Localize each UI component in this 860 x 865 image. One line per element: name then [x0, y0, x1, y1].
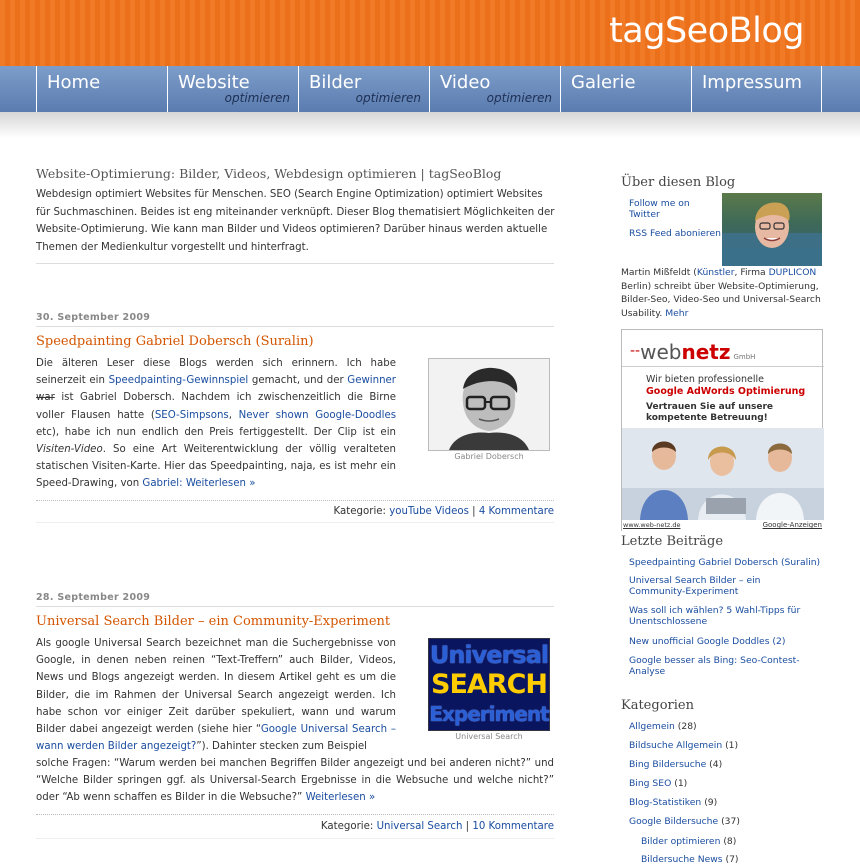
post-divider	[36, 838, 554, 839]
nav-shadow	[0, 112, 860, 138]
nav-home[interactable]	[36, 66, 167, 112]
recent-heading: Letzte Beiträge	[621, 534, 724, 549]
recent-post-link[interactable]: Universal Search Bilder – ein Community-Experiment	[629, 575, 761, 597]
post-thumbnail[interactable]	[428, 358, 550, 451]
intro-text: Webdesign optimiert Websites für Menschen. SEO (Search Engine Optimization) optimiert Websites für Suchmaschinen. Beides ist eng miteinander verknüpft. Dieser Blog thematisiert Möglichkeiten der Website-Optimierung. Wie kann man Bilder und Videos optimieren? Darüber hinaus werden aktuelle Themen der Medienkultur vorgestellt und hinterfragt.	[36, 189, 555, 253]
post-divider	[36, 522, 554, 523]
nav-bilder[interactable]	[298, 66, 429, 112]
category-item-link[interactable]: Bing SEO	[629, 778, 672, 789]
category-item-link[interactable]: Allgemein	[629, 721, 675, 732]
site-logo[interactable]: tagSeoBlog	[609, 11, 804, 51]
post-link[interactable]: SEO-Simpsons	[154, 409, 229, 421]
post-thumbnail[interactable]	[428, 638, 550, 731]
category-link[interactable]: Universal Search	[376, 821, 463, 832]
subcategory-item: Bildersuche News (7)	[641, 854, 739, 865]
post-excerpt: Die älteren Leser diese Blogs werden sich erinnern. Ich habe seinerzeit ein Speedpainting-Gewinnspiel gemacht, und der Gewinner war ist Gabriel Dobersch. Nachdem ich zwischenzeitlich die Birne voller Flausen hatte (SEO-Simpsons, Never shown Google-Doodles etc), habe ich nun endlich den Preis fertiggestellt. Der Clip ist ein Visiten-Video. So eine Art Weiterentwicklung der völlig veralteten statischen Visiten-Karte. Hier das Speedpainting, naja, es ist mehr ein Speed-Drawing, von Gabriel: Weiterlesen »	[36, 358, 397, 490]
category-item: Google Bildersuche (37)	[629, 816, 740, 827]
category-item-link[interactable]: Blog-Statistiken	[629, 797, 702, 808]
post-title[interactable]: Speedpainting Gabriel Dobersch (Suralin)	[36, 334, 314, 349]
more-link[interactable]: Mehr	[665, 307, 689, 319]
nav-home-label: Home	[47, 72, 101, 93]
ad-photo	[622, 428, 824, 520]
post-date: 30. September 2009	[36, 312, 151, 323]
post-title[interactable]: Universal Search Bilder – ein Community-Experiment	[36, 614, 391, 629]
duplicon-link[interactable]: DUPLICON	[768, 267, 817, 278]
ad-brand: --webnetz GmbH	[630, 340, 756, 364]
struck-word: war	[36, 392, 55, 404]
category-item-link[interactable]: Google Bildersuche	[629, 816, 719, 827]
nav-bilder-label: Bilder	[309, 72, 362, 93]
subcategory-item: Bilder optimieren (8)	[641, 836, 737, 847]
ad-url[interactable]: www.web-netz.de	[623, 521, 681, 529]
image-text-search: SEARCH	[431, 669, 547, 700]
author-image	[722, 193, 822, 266]
recent-post-link[interactable]: Google besser als Bing: Seo-Contest-Analyse	[629, 655, 800, 677]
category-item: Blog-Statistiken (9)	[629, 797, 718, 808]
post-date-divider	[36, 606, 554, 607]
category-item-link[interactable]: Bildsuche Allgemein	[629, 740, 723, 751]
nav-website[interactable]	[167, 66, 298, 112]
ad-line: kompetente Betreuung!	[646, 413, 768, 423]
recent-post-link[interactable]: New unofficial Google Doddles (2)	[629, 636, 786, 647]
read-more-link[interactable]: Gabriel: Weiterlesen »	[142, 478, 256, 490]
recent-post-link[interactable]: Speedpainting Gabriel Dobersch (Suralin)	[629, 557, 821, 568]
post-link[interactable]: Gewinner	[347, 375, 396, 387]
category-item: Allgemein (28)	[629, 721, 697, 732]
thumbnail-caption: Universal Search	[455, 732, 523, 741]
comments-link[interactable]: 4 Kommentare	[478, 506, 554, 517]
ad-divider	[622, 366, 824, 367]
ad-line: Vertrauen Sie auf unsere	[646, 402, 774, 412]
post-meta: Kategorie: youTube Videos | 4 Kommentare	[333, 506, 554, 517]
category-item: Bing SEO (1)	[629, 778, 688, 789]
twitter-link[interactable]: Follow me on Twitter	[629, 198, 690, 220]
post-link[interactable]: Speedpainting-Gewinnspiel	[108, 375, 249, 387]
nav-video-sub: optimieren	[486, 91, 552, 105]
rss-link[interactable]: RSS Feed abonieren	[629, 228, 721, 239]
post-meta-divider	[36, 814, 554, 815]
post-meta-divider	[36, 500, 554, 501]
nav-galerie-label: Galerie	[571, 72, 636, 93]
post-link[interactable]: Google Universal Search – wann werden Bilder angezeigt?	[36, 724, 396, 753]
read-more-link[interactable]: Weiterlesen »	[305, 792, 376, 804]
nav-impressum[interactable]	[691, 66, 822, 112]
author-photo	[722, 193, 822, 266]
ad-line: Wir bieten professionelle	[646, 374, 764, 385]
recent-post-link[interactable]: Was soll ich wählen? 5 Wahl-Tipps für Unentschlossene	[629, 605, 801, 627]
post-date: 28. September 2009	[36, 592, 151, 603]
post-excerpt-continued: solche Fragen: “Warum werden bei manchen Begriffen Bilder angezeigt und bei anderen nicht?” und “Welche Bilder springen ggf. als Universal-Search Ergebnisse in die Websuche und welche nicht?” oder “Ab wenn schaffen es Bilder in die Websuche?” Weiterlesen »	[36, 758, 554, 804]
post-date-divider	[36, 326, 554, 327]
post-excerpt: Als google Universal Search bezeichnet man die Suchergebnisse von Google, in denen neben reinen “Text-Treffern” auch Bilder, Videos, News und Blogs angezeigt werden. In diesem Artikel geht es um die Bilder, die im Rahmen der Universal Search angezeigt werden. Ich habe schon vor einiger Zeit darüber spekuliert, wann und warum Bilder dabei angezeigt werden (siehe hier “Google Universal Search – wann werden Bilder angezeigt?”). Dahinter stecken zum Beispiel	[36, 638, 396, 753]
nav-website-label: Website	[178, 72, 250, 93]
ad-banner[interactable]	[621, 329, 823, 531]
ad-footer	[622, 520, 824, 532]
post-link[interactable]: Never shown Google-Doodles	[238, 409, 397, 421]
category-item-link[interactable]: Bilder optimieren	[641, 836, 721, 847]
portrait-image	[429, 359, 549, 450]
nav-video[interactable]	[429, 66, 560, 112]
categories-heading: Kategorien	[621, 698, 694, 713]
comments-link[interactable]: 10 Kommentare	[472, 821, 554, 832]
category-item-link[interactable]: Bing Bildersuche	[629, 759, 707, 770]
nav-impressum-label: Impressum	[702, 72, 803, 93]
nav-website-sub: optimieren	[224, 91, 290, 105]
ad-label[interactable]: Google-Anzeigen	[762, 521, 822, 529]
thumbnail-caption: Gabriel Dobersch	[454, 452, 524, 461]
about-heading: Über diesen Blog	[621, 175, 736, 190]
image-text-universal: Universal	[429, 641, 549, 669]
intro-title: Website-Optimierung: Bilder, Videos, Webdesign optimieren | tagSeoBlog	[36, 166, 502, 181]
site-header	[0, 0, 860, 66]
about-text: Martin Mißfeldt (Künstler, Firma DUPLICON Berlin) schreibt über Website-Optimierung, Bilder-Seo, Video-Seo und Universal-Search Usability. Mehr	[621, 267, 821, 319]
image-text-experiment: Experiment	[429, 702, 549, 726]
nav-galerie[interactable]	[560, 66, 691, 112]
category-item-link[interactable]: Bildersuche News	[641, 854, 723, 865]
category-item: Bing Bildersuche (4)	[629, 759, 723, 770]
intro-divider	[36, 263, 554, 264]
nav-video-label: Video	[440, 72, 491, 93]
category-item: Bildsuche Allgemein (1)	[629, 740, 739, 751]
category-link[interactable]: youTube Videos	[389, 506, 469, 517]
ad-line: Google AdWords Optimierung	[646, 386, 806, 397]
artist-link[interactable]: Künstler	[696, 267, 735, 278]
post-meta: Kategorie: Universal Search | 10 Kommentare	[320, 821, 554, 832]
nav-bilder-sub: optimieren	[355, 91, 421, 105]
